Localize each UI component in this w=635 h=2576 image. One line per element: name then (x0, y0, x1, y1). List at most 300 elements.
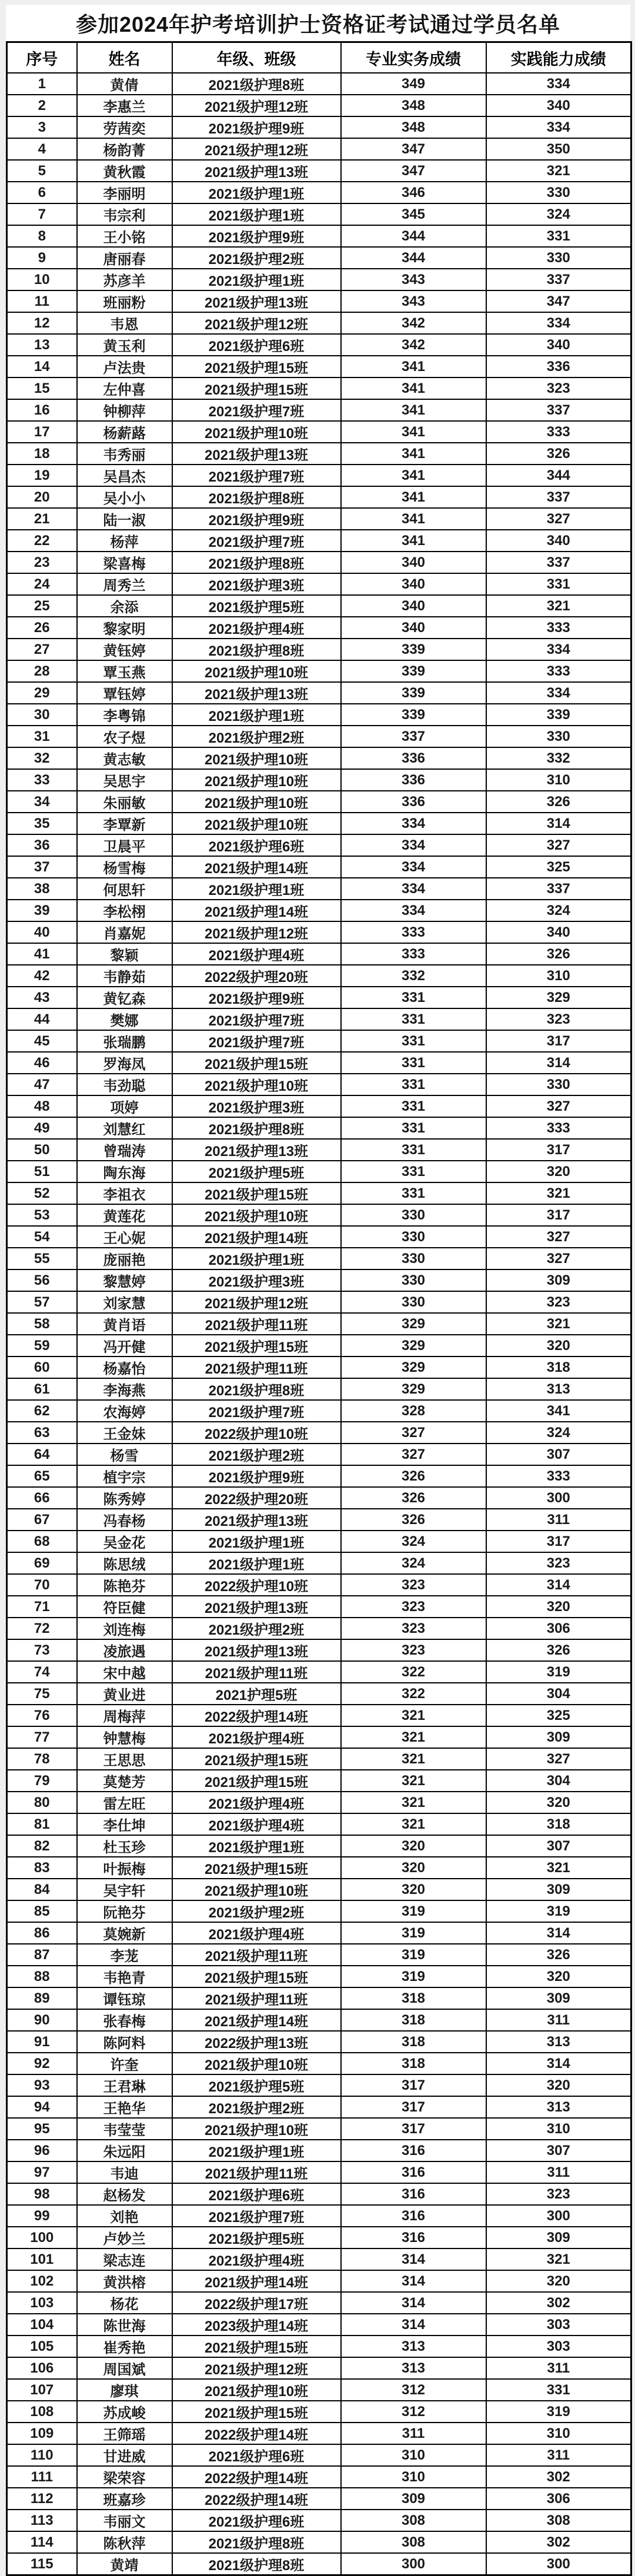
cell-grade-class: 2021级护理8班 (172, 2553, 341, 2575)
cell-grade-class: 2021级护理12班 (172, 1291, 341, 1313)
cell-name: 冯春杨 (77, 1509, 172, 1531)
cell-professional-score: 334 (341, 834, 486, 856)
cell-grade-class: 2021级护理1班 (172, 1835, 341, 1857)
cell-professional-score: 322 (341, 1683, 486, 1705)
cell-professional-score: 340 (341, 595, 486, 617)
table-row (7, 1226, 631, 1248)
cell-index: 51 (7, 1161, 77, 1182)
cell-grade-class: 2021级护理14班 (172, 2009, 341, 2031)
table-row (7, 660, 631, 682)
cell-practical-score: 323 (486, 377, 631, 399)
cell-practical-score: 319 (486, 1661, 631, 1683)
table-row (7, 1074, 631, 1095)
table-row (7, 682, 631, 704)
cell-grade-class: 2021级护理12班 (172, 312, 341, 334)
cell-grade-class: 2022级护理14班 (172, 2488, 341, 2510)
table-row (7, 334, 631, 356)
cell-grade-class: 2021级护理13班 (172, 160, 341, 182)
table-row (7, 73, 631, 95)
cell-grade-class: 2021级护理8班 (172, 1117, 341, 1139)
cell-index: 58 (7, 1313, 77, 1335)
cell-index: 95 (7, 2118, 77, 2140)
cell-professional-score: 319 (341, 1922, 486, 1944)
cell-practical-score: 337 (486, 552, 631, 573)
cell-grade-class: 2022级护理14班 (172, 1705, 341, 1726)
cell-name: 陈世海 (77, 2314, 172, 2336)
cell-grade-class: 2021级护理3班 (172, 573, 341, 595)
table-row (7, 1357, 631, 1378)
cell-index: 21 (7, 508, 77, 530)
cell-practical-score: 333 (486, 421, 631, 443)
cell-professional-score: 323 (341, 1618, 486, 1639)
cell-professional-score: 308 (341, 2531, 486, 2553)
table-row (7, 1748, 631, 1770)
cell-name: 韦静茹 (77, 965, 172, 987)
cell-name: 甘进威 (77, 2444, 172, 2466)
cell-practical-score: 334 (486, 682, 631, 704)
cell-practical-score: 320 (486, 2074, 631, 2096)
cell-name: 黄钇森 (77, 987, 172, 1008)
cell-grade-class: 2021级护理11班 (172, 2161, 341, 2183)
cell-practical-score: 309 (486, 1269, 631, 1291)
table-row (7, 2292, 631, 2314)
table-row (7, 1531, 631, 1552)
cell-name: 陈思绒 (77, 1552, 172, 1574)
cell-index: 1 (7, 73, 77, 95)
cell-practical-score: 334 (486, 116, 631, 138)
cell-professional-score: 341 (341, 356, 486, 377)
cell-professional-score: 300 (341, 2553, 486, 2575)
cell-professional-score: 326 (341, 1465, 486, 1487)
cell-grade-class: 2021级护理5班 (172, 595, 341, 617)
cell-name: 杨萍 (77, 530, 172, 552)
cell-professional-score: 329 (341, 1313, 486, 1335)
cell-name: 韦艳青 (77, 1966, 172, 1987)
cell-index: 20 (7, 486, 77, 508)
cell-professional-score: 323 (341, 1596, 486, 1618)
cell-name: 曾瑞涛 (77, 1139, 172, 1161)
cell-professional-score: 324 (341, 1552, 486, 1574)
cell-practical-score: 337 (486, 269, 631, 290)
cell-grade-class: 2021级护理13班 (172, 1639, 341, 1661)
cell-professional-score: 334 (341, 900, 486, 921)
cell-name: 雷左旺 (77, 1792, 172, 1813)
cell-index: 47 (7, 1074, 77, 1095)
cell-professional-score: 314 (341, 2292, 486, 2314)
cell-index: 2 (7, 95, 77, 116)
cell-practical-score: 304 (486, 1683, 631, 1705)
cell-grade-class: 2021级护理12班 (172, 138, 341, 160)
table-row (7, 1182, 631, 1204)
cell-name: 劳茜奕 (77, 116, 172, 138)
cell-index: 14 (7, 356, 77, 377)
cell-practical-score: 336 (486, 356, 631, 377)
cell-practical-score: 320 (486, 2270, 631, 2292)
cell-index: 84 (7, 1879, 77, 1900)
cell-name: 李仕坤 (77, 1813, 172, 1835)
cell-professional-score: 343 (341, 290, 486, 312)
cell-practical-score: 334 (486, 312, 631, 334)
cell-practical-score: 327 (486, 1748, 631, 1770)
cell-name: 肖嘉妮 (77, 921, 172, 943)
cell-index: 38 (7, 878, 77, 900)
cell-index: 35 (7, 813, 77, 834)
table-row (7, 1596, 631, 1618)
cell-index: 7 (7, 203, 77, 225)
table-row (7, 290, 631, 312)
cell-practical-score: 311 (486, 1509, 631, 1531)
table-row (7, 1726, 631, 1748)
cell-index: 75 (7, 1683, 77, 1705)
cell-grade-class: 2021级护理11班 (172, 1357, 341, 1378)
cell-name: 卫晨平 (77, 834, 172, 856)
cell-grade-class: 2023级护理14班 (172, 2314, 341, 2336)
cell-professional-score: 319 (341, 1966, 486, 1987)
cell-professional-score: 317 (341, 2118, 486, 2140)
cell-grade-class: 2021级护理9班 (172, 116, 341, 138)
cell-practical-score: 321 (486, 2248, 631, 2270)
cell-professional-score: 320 (341, 1857, 486, 1879)
cell-index: 106 (7, 2357, 77, 2379)
cell-index: 72 (7, 1618, 77, 1639)
table-row (7, 2140, 631, 2161)
cell-name: 杨嘉怡 (77, 1357, 172, 1378)
cell-name: 刘家慧 (77, 1291, 172, 1313)
cell-practical-score: 327 (486, 1095, 631, 1117)
table-row (7, 1291, 631, 1313)
cell-practical-score: 302 (486, 2466, 631, 2488)
cell-index: 65 (7, 1465, 77, 1487)
cell-grade-class: 2021级护理2班 (172, 1618, 341, 1639)
cell-index: 79 (7, 1770, 77, 1792)
cell-index: 66 (7, 1487, 77, 1509)
table-row (7, 1552, 631, 1574)
cell-grade-class: 2021级护理14班 (172, 1226, 341, 1248)
table-row (7, 2009, 631, 2031)
table-row (7, 2161, 631, 2183)
column-header-name: 姓名 (77, 42, 172, 73)
table-row (7, 1487, 631, 1509)
cell-grade-class: 2021级护理1班 (172, 203, 341, 225)
cell-professional-score: 331 (341, 1052, 486, 1074)
cell-grade-class: 2021级护理7班 (172, 399, 341, 421)
cell-professional-score: 342 (341, 312, 486, 334)
cell-name: 刘艳 (77, 2205, 172, 2227)
cell-grade-class: 2021级护理15班 (172, 1857, 341, 1879)
cell-grade-class: 2022级护理10班 (172, 1574, 341, 1596)
cell-grade-class: 2021级护理7班 (172, 530, 341, 552)
cell-practical-score: 309 (486, 1726, 631, 1748)
cell-practical-score: 320 (486, 1335, 631, 1357)
table-row (7, 617, 631, 639)
cell-professional-score: 341 (341, 443, 486, 465)
table-row (7, 900, 631, 921)
cell-professional-score: 331 (341, 1139, 486, 1161)
column-header-professional-score: 专业实务成绩 (341, 42, 486, 73)
table-row (7, 2053, 631, 2074)
cell-grade-class: 2021级护理2班 (172, 1900, 341, 1922)
cell-professional-score: 318 (341, 2053, 486, 2074)
cell-professional-score: 339 (341, 660, 486, 682)
cell-name: 王艳华 (77, 2096, 172, 2118)
cell-name: 张春梅 (77, 2009, 172, 2031)
cell-professional-score: 321 (341, 1792, 486, 1813)
cell-name: 王金妹 (77, 1422, 172, 1444)
cell-practical-score: 344 (486, 465, 631, 486)
cell-name: 李松栩 (77, 900, 172, 921)
cell-name: 余添 (77, 595, 172, 617)
cell-practical-score: 313 (486, 1378, 631, 1400)
cell-grade-class: 2021级护理2班 (172, 2096, 341, 2118)
cell-professional-score: 324 (341, 1531, 486, 1552)
cell-grade-class: 2021级护理12班 (172, 95, 341, 116)
cell-practical-score: 321 (486, 595, 631, 617)
cell-professional-score: 313 (341, 2357, 486, 2379)
cell-index: 92 (7, 2053, 77, 2074)
table-row (7, 921, 631, 943)
cell-index: 19 (7, 465, 77, 486)
cell-name: 农子煜 (77, 726, 172, 747)
cell-practical-score: 300 (486, 2205, 631, 2227)
cell-professional-score: 330 (341, 1269, 486, 1291)
cell-practical-score: 313 (486, 2031, 631, 2053)
cell-practical-score: 307 (486, 2140, 631, 2161)
cell-grade-class: 2022级护理10班 (172, 1422, 341, 1444)
table-row (7, 1422, 631, 1444)
cell-professional-score: 328 (341, 1400, 486, 1422)
cell-grade-class: 2021级护理8班 (172, 552, 341, 573)
cell-index: 22 (7, 530, 77, 552)
cell-name: 周秀兰 (77, 573, 172, 595)
cell-professional-score: 329 (341, 1357, 486, 1378)
cell-professional-score: 331 (341, 1161, 486, 1182)
cell-practical-score: 317 (486, 1030, 631, 1052)
cell-professional-score: 340 (341, 552, 486, 573)
cell-name: 黄玉利 (77, 334, 172, 356)
cell-index: 25 (7, 595, 77, 617)
cell-index: 105 (7, 2336, 77, 2357)
cell-practical-score: 321 (486, 160, 631, 182)
cell-practical-score: 310 (486, 965, 631, 987)
cell-practical-score: 321 (486, 1182, 631, 1204)
cell-index: 43 (7, 987, 77, 1008)
cell-index: 16 (7, 399, 77, 421)
cell-practical-score: 311 (486, 2357, 631, 2379)
table-row (7, 1095, 631, 1117)
cell-name: 杨韵菁 (77, 138, 172, 160)
roster-table (6, 41, 632, 2576)
cell-professional-score: 330 (341, 1226, 486, 1248)
cell-name: 韦劲聪 (77, 1074, 172, 1095)
cell-grade-class: 2021级护理5班 (172, 1161, 341, 1182)
cell-practical-score: 350 (486, 138, 631, 160)
cell-name: 韦秀丽 (77, 443, 172, 465)
cell-grade-class: 2021级护理11班 (172, 1944, 341, 1966)
cell-name: 梁志连 (77, 2248, 172, 2270)
cell-grade-class: 2021级护理7班 (172, 1008, 341, 1030)
cell-professional-score: 314 (341, 2314, 486, 2336)
table-row (7, 1117, 631, 1139)
cell-practical-score: 300 (486, 2553, 631, 2575)
cell-index: 10 (7, 269, 77, 290)
cell-index: 91 (7, 2031, 77, 2053)
cell-practical-score: 326 (486, 791, 631, 813)
cell-name: 朱远阳 (77, 2140, 172, 2161)
table-row (7, 1879, 631, 1900)
cell-name: 陈艳芬 (77, 1574, 172, 1596)
table-row (7, 1465, 631, 1487)
table-row (7, 377, 631, 399)
cell-professional-score: 317 (341, 2096, 486, 2118)
cell-index: 46 (7, 1052, 77, 1074)
cell-practical-score: 321 (486, 1857, 631, 1879)
cell-professional-score: 322 (341, 1661, 486, 1683)
cell-index: 33 (7, 769, 77, 791)
cell-practical-score: 329 (486, 987, 631, 1008)
cell-professional-score: 341 (341, 486, 486, 508)
cell-index: 104 (7, 2314, 77, 2336)
cell-index: 18 (7, 443, 77, 465)
cell-index: 78 (7, 1748, 77, 1770)
cell-professional-score: 319 (341, 1944, 486, 1966)
cell-index: 61 (7, 1378, 77, 1400)
cell-index: 69 (7, 1552, 77, 1574)
cell-practical-score: 327 (486, 1226, 631, 1248)
cell-index: 23 (7, 552, 77, 573)
cell-index: 3 (7, 116, 77, 138)
cell-grade-class: 2021级护理15班 (172, 1748, 341, 1770)
cell-professional-score: 331 (341, 1008, 486, 1030)
table-row (7, 704, 631, 726)
cell-practical-score: 334 (486, 639, 631, 660)
cell-practical-score: 307 (486, 1444, 631, 1465)
cell-grade-class: 2021级护理8班 (172, 639, 341, 660)
cell-professional-score: 341 (341, 508, 486, 530)
cell-grade-class: 2021级护理3班 (172, 1269, 341, 1291)
table-row (7, 312, 631, 334)
cell-professional-score: 339 (341, 639, 486, 660)
cell-grade-class: 2021级护理11班 (172, 1313, 341, 1335)
table-row (7, 508, 631, 530)
cell-practical-score: 313 (486, 2096, 631, 2118)
cell-name: 杨薪蕗 (77, 421, 172, 443)
cell-professional-score: 330 (341, 1291, 486, 1313)
cell-professional-score: 341 (341, 530, 486, 552)
cell-grade-class: 2021级护理10班 (172, 2118, 341, 2140)
table-row (7, 247, 631, 269)
cell-grade-class: 2021级护理9班 (172, 1465, 341, 1487)
table-row (7, 116, 631, 138)
cell-grade-class: 2021级护理15班 (172, 2401, 341, 2423)
cell-name: 廖琪 (77, 2379, 172, 2401)
cell-professional-score: 321 (341, 1770, 486, 1792)
cell-grade-class: 2021级护理6班 (172, 334, 341, 356)
cell-name: 王小铭 (77, 225, 172, 247)
cell-name: 何思轩 (77, 878, 172, 900)
cell-professional-score: 326 (341, 1487, 486, 1509)
table-row (7, 530, 631, 552)
cell-index: 96 (7, 2140, 77, 2161)
table-row (7, 1661, 631, 1683)
cell-index: 93 (7, 2074, 77, 2096)
cell-practical-score: 327 (486, 508, 631, 530)
cell-name: 叶振梅 (77, 1857, 172, 1879)
cell-professional-score: 321 (341, 1748, 486, 1770)
cell-professional-score: 339 (341, 682, 486, 704)
cell-professional-score: 334 (341, 813, 486, 834)
cell-name: 杨雪梅 (77, 856, 172, 878)
cell-grade-class: 2021级护理10班 (172, 660, 341, 682)
cell-practical-score: 314 (486, 2053, 631, 2074)
cell-practical-score: 308 (486, 2510, 631, 2531)
cell-grade-class: 2022级护理14班 (172, 2423, 341, 2444)
cell-practical-score: 331 (486, 225, 631, 247)
cell-grade-class: 2021级护理8班 (172, 2531, 341, 2553)
cell-index: 8 (7, 225, 77, 247)
table-row (7, 2248, 631, 2270)
cell-professional-score: 349 (341, 73, 486, 95)
cell-grade-class: 2022级护理20班 (172, 965, 341, 987)
cell-practical-score: 347 (486, 290, 631, 312)
cell-index: 27 (7, 639, 77, 660)
cell-grade-class: 2021级护理12班 (172, 921, 341, 943)
cell-name: 陆一淑 (77, 508, 172, 530)
cell-professional-score: 336 (341, 769, 486, 791)
column-header-index: 序号 (7, 42, 77, 73)
cell-index: 74 (7, 1661, 77, 1683)
cell-index: 5 (7, 160, 77, 182)
cell-name: 谭钰琼 (77, 1987, 172, 2009)
cell-index: 67 (7, 1509, 77, 1531)
cell-name: 班嘉珍 (77, 2488, 172, 2510)
cell-name: 陈阿料 (77, 2031, 172, 2053)
cell-practical-score: 324 (486, 203, 631, 225)
cell-practical-score: 306 (486, 1618, 631, 1639)
table-row (7, 2553, 631, 2575)
cell-grade-class: 2021级护理13班 (172, 1596, 341, 1618)
cell-index: 24 (7, 573, 77, 595)
cell-professional-score: 329 (341, 1335, 486, 1357)
cell-grade-class: 2021级护理9班 (172, 508, 341, 530)
cell-name: 赵杨发 (77, 2183, 172, 2205)
cell-practical-score: 309 (486, 2227, 631, 2248)
cell-practical-score: 314 (486, 1052, 631, 1074)
cell-index: 34 (7, 791, 77, 813)
cell-index: 26 (7, 617, 77, 639)
cell-name: 农海婷 (77, 1400, 172, 1422)
cell-grade-class: 2021级护理15班 (172, 377, 341, 399)
cell-grade-class: 2021级护理13班 (172, 290, 341, 312)
cell-practical-score: 320 (486, 1596, 631, 1618)
cell-index: 99 (7, 2205, 77, 2227)
cell-name: 韦丽文 (77, 2510, 172, 2531)
cell-professional-score: 316 (341, 2205, 486, 2227)
cell-name: 吴小小 (77, 486, 172, 508)
cell-grade-class: 2021级护理10班 (172, 747, 341, 769)
cell-index: 11 (7, 290, 77, 312)
cell-professional-score: 345 (341, 203, 486, 225)
cell-name: 韦恩 (77, 312, 172, 334)
table-row (7, 443, 631, 465)
cell-name: 梁喜梅 (77, 552, 172, 573)
page-title: 参加2024年护考培训护士资格证考试通过学员名单 (75, 12, 561, 36)
cell-index: 40 (7, 921, 77, 943)
cell-practical-score: 330 (486, 726, 631, 747)
cell-practical-score: 309 (486, 1879, 631, 1900)
cell-professional-score: 334 (341, 856, 486, 878)
cell-practical-score: 318 (486, 1813, 631, 1835)
cell-name: 王心妮 (77, 1226, 172, 1248)
